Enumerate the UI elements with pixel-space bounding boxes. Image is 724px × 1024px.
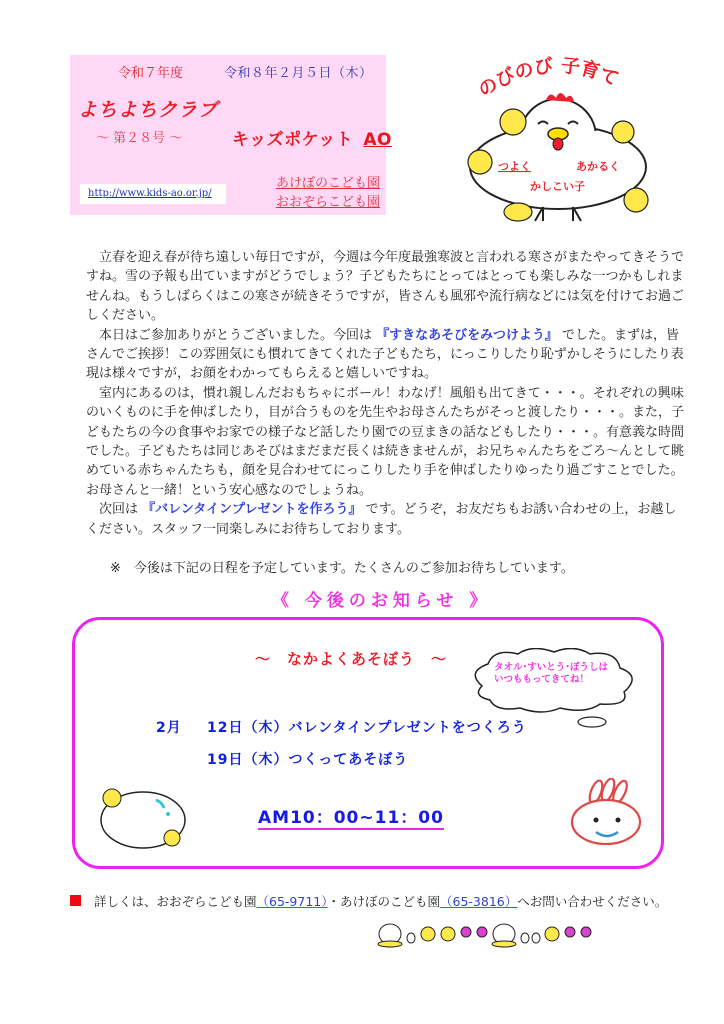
brand-name: キッズポケット [232,130,354,150]
event-title: つくってあそぼう [288,752,409,768]
svg-text:つよく: つよく [498,160,531,173]
paragraph-2-post: でした。まずは，皆さんでご挨拶！この雰囲気にも慣れてきてくれた子どもたち，にっこりしたり恥ずかしそうにしたり表現は様々ですが，お顔をわかってもらえると嬉しいですね。 [86,327,684,382]
kindergarten-link-akebono[interactable]: あけぼのこども園 [276,176,381,191]
paragraph-2 [86,326,686,384]
issue-date: 令和８年２月５日（木） [224,66,373,81]
brand-suffix: AO [363,130,392,150]
paragraph-4-pre: 次回は [99,502,143,518]
event-date: 12日（木） [207,720,289,736]
svg-text:あかるく: あかるく [576,160,620,173]
reminder-line-1: タオル･すいとう･ぼうしは [494,662,609,673]
kindergarten-link-oozora[interactable]: おおぞらこども園 [276,195,381,210]
svg-text:かしこい子: かしこい子 [530,180,585,193]
event-month: 2月 [156,720,182,736]
club-name: よちよちクラブ [78,99,219,121]
article-body [86,248,686,539]
activity-title-today: 『すきなあそびをみつけよう』 [376,327,558,343]
event-row [207,717,527,737]
decorative-border-icon [376,918,596,948]
paragraph-3: 室内にあるのは，慣れ親しんだおもちゃにボール！わなげ！風船も出てきて・・・。それぞれの興味のいくものに手を伸ばしたり，目が合うものを先生やお母さんたちがそっと渡したり・・・。また，子どもたちの今の食事やお家での様子など話したり園での豆まきの話などもしたり・・・。有意義な時間でした。子どもたちは同じあそびはまだまだ長くは続きませんが，お兄ちゃんたちをごろ～んとして眺めている赤ちゃんたちも，顔を見合わせてにっこりしたり手を伸ばしたりゆったり過ごすことでした。お母さんと一緒！という安心感なのでしょうね。 [86,385,685,498]
event-date: 19日（木） [207,752,289,768]
paragraph-4-post: です。どうぞ，お友だちもお誘い合わせの上，お越しください。スタッフ一同楽しみにお待ちしております。 [86,502,677,537]
event-title: バレンタインプレゼントをつくろう [288,720,527,736]
phone-oozora[interactable]: （65-9711） [256,894,328,909]
issue-number: ～ 第２８号 ～ [96,131,183,146]
paragraph-1: 立春を迎え春が待ち遠しい毎日ですが，今週は今年度最強寒波と言われる寒さがまたやってきそうですね。雪の予報も出ていますがどうでしょう？子どもたちにとってはとっても楽しみな一つかもしれませんね。もうしばらくはこの寒さが続きそうですが，皆さんも風邪や流行病などには気を付けてお過ごしください。 [86,250,685,324]
paragraph-4 [86,500,686,539]
event-row [207,749,408,769]
contact-mid: ・あけぼのこども園 [327,894,441,909]
svg-text:のびのび 子育て: のびのび 子育て [474,54,622,102]
bunny-face-icon [568,778,644,848]
events-subtitle: ～ なかよくあそぼう ～ [255,650,448,668]
contact-pre: 詳しくは、おおぞらこども園 [94,894,257,909]
bullet-square-icon [70,895,81,906]
fiscal-year: 令和７年度 [118,66,184,81]
website-link[interactable]: http://www.kids-ao.or.jp/ [88,188,212,199]
paragraph-2-pre: 本日はご参加ありがとうございました。今回は [99,327,377,343]
activity-title-next: 『バレンタインプレゼントを作ろう』 [142,502,362,518]
contact-info [94,892,667,910]
rooster-with-chicks-icon [458,52,658,227]
contact-post: へお問い合わせください。 [517,894,668,909]
schedule-note: ※ 今後は下記の日程を予定しています。たくさんのご参加お待ちしています。 [110,561,574,576]
reminder-text [494,662,608,686]
brand-title [232,125,392,150]
phone-akebono[interactable]: （65-3816） [440,894,518,909]
notice-title: 《 今後のお知らせ 》 [272,591,492,611]
reminder-line-2: いつももってきてね！ [494,674,590,685]
egg-with-chicks-icon [98,782,188,852]
event-time: AM10：00~11：00 [258,808,444,828]
